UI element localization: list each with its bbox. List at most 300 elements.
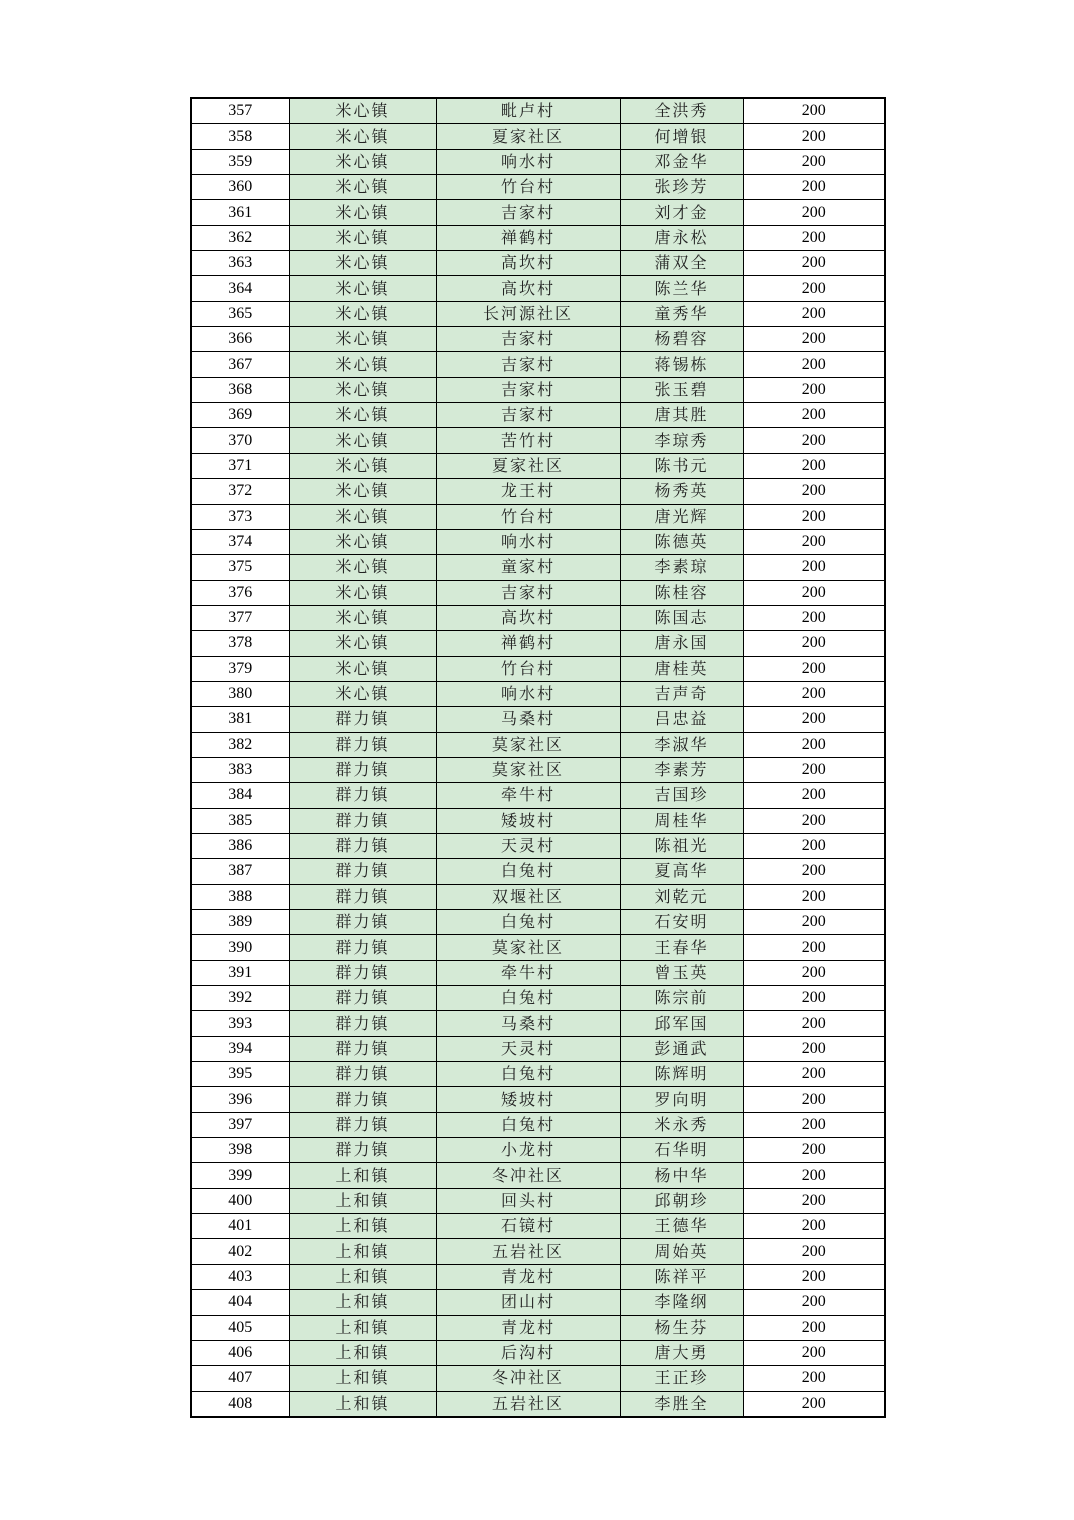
name-cell: 杨中华 [620, 1163, 743, 1188]
row-number-cell: 405 [191, 1315, 289, 1340]
amount-cell: 200 [743, 1340, 885, 1365]
town-cell: 米心镇 [289, 555, 436, 580]
town-cell: 上和镇 [289, 1188, 436, 1213]
table-row [191, 1391, 885, 1417]
town-cell: 上和镇 [289, 1315, 436, 1340]
amount-cell: 200 [743, 859, 885, 884]
table-row [191, 783, 885, 808]
name-cell: 陈祥平 [620, 1264, 743, 1289]
town-cell: 群力镇 [289, 783, 436, 808]
amount-cell: 200 [743, 1112, 885, 1137]
town-cell: 米心镇 [289, 352, 436, 377]
table-row [191, 757, 885, 782]
amount-cell: 200 [743, 124, 885, 149]
town-cell: 群力镇 [289, 757, 436, 782]
town-cell: 米心镇 [289, 149, 436, 174]
name-cell: 邓金华 [620, 149, 743, 174]
name-cell: 唐桂英 [620, 656, 743, 681]
table-row [191, 301, 885, 326]
town-cell: 米心镇 [289, 98, 436, 124]
row-number-cell: 399 [191, 1163, 289, 1188]
amount-cell: 200 [743, 1011, 885, 1036]
village-cell: 后沟村 [436, 1340, 620, 1365]
town-cell: 群力镇 [289, 986, 436, 1011]
amount-cell: 200 [743, 884, 885, 909]
amount-cell: 200 [743, 555, 885, 580]
town-cell: 米心镇 [289, 301, 436, 326]
amount-cell: 200 [743, 327, 885, 352]
table-row [191, 377, 885, 402]
village-cell: 天灵村 [436, 833, 620, 858]
town-cell: 米心镇 [289, 504, 436, 529]
row-number-cell: 360 [191, 175, 289, 200]
name-cell: 夏高华 [620, 859, 743, 884]
town-cell: 米心镇 [289, 605, 436, 630]
village-cell: 白兔村 [436, 986, 620, 1011]
table-row [191, 910, 885, 935]
village-cell: 高坎村 [436, 251, 620, 276]
village-cell: 吉家村 [436, 327, 620, 352]
town-cell: 群力镇 [289, 1112, 436, 1137]
table-row [191, 986, 885, 1011]
name-cell: 李素琼 [620, 555, 743, 580]
row-number-cell: 357 [191, 98, 289, 124]
name-cell: 王正珍 [620, 1366, 743, 1391]
amount-cell: 200 [743, 352, 885, 377]
table-row [191, 1138, 885, 1163]
row-number-cell: 381 [191, 707, 289, 732]
row-number-cell: 404 [191, 1290, 289, 1315]
table-row [191, 479, 885, 504]
town-cell: 米心镇 [289, 276, 436, 301]
table-row [191, 1264, 885, 1289]
town-cell: 群力镇 [289, 833, 436, 858]
amount-cell: 200 [743, 453, 885, 478]
amount-cell: 200 [743, 631, 885, 656]
row-number-cell: 394 [191, 1036, 289, 1061]
row-number-cell: 390 [191, 935, 289, 960]
table-row [191, 732, 885, 757]
village-cell: 五岩社区 [436, 1391, 620, 1417]
subsidy-table [190, 97, 886, 1418]
name-cell: 张珍芳 [620, 175, 743, 200]
village-cell: 冬冲社区 [436, 1366, 620, 1391]
row-number-cell: 385 [191, 808, 289, 833]
table-row [191, 605, 885, 630]
village-cell: 矮坡村 [436, 808, 620, 833]
name-cell: 全洪秀 [620, 98, 743, 124]
village-cell: 五岩社区 [436, 1239, 620, 1264]
name-cell: 邱军国 [620, 1011, 743, 1036]
town-cell: 上和镇 [289, 1340, 436, 1365]
village-cell: 牵牛村 [436, 960, 620, 985]
row-number-cell: 371 [191, 453, 289, 478]
row-number-cell: 387 [191, 859, 289, 884]
name-cell: 陈德英 [620, 529, 743, 554]
town-cell: 群力镇 [289, 935, 436, 960]
village-cell: 莫家社区 [436, 732, 620, 757]
village-cell: 吉家村 [436, 403, 620, 428]
amount-cell: 200 [743, 251, 885, 276]
table-row [191, 1239, 885, 1264]
amount-cell: 200 [743, 1087, 885, 1112]
table-row [191, 403, 885, 428]
name-cell: 李淑华 [620, 732, 743, 757]
table-row [191, 859, 885, 884]
village-cell: 高坎村 [436, 605, 620, 630]
row-number-cell: 375 [191, 555, 289, 580]
row-number-cell: 378 [191, 631, 289, 656]
village-cell: 莫家社区 [436, 935, 620, 960]
town-cell: 群力镇 [289, 732, 436, 757]
row-number-cell: 395 [191, 1062, 289, 1087]
row-number-cell: 358 [191, 124, 289, 149]
name-cell: 李素芳 [620, 757, 743, 782]
row-number-cell: 391 [191, 960, 289, 985]
village-cell: 响水村 [436, 681, 620, 706]
table-row [191, 656, 885, 681]
table-row [191, 1188, 885, 1213]
table-row [191, 960, 885, 985]
town-cell: 上和镇 [289, 1163, 436, 1188]
town-cell: 群力镇 [289, 1138, 436, 1163]
town-cell: 群力镇 [289, 884, 436, 909]
table-row [191, 529, 885, 554]
amount-cell: 200 [743, 98, 885, 124]
amount-cell: 200 [743, 986, 885, 1011]
village-cell: 夏家社区 [436, 453, 620, 478]
town-cell: 群力镇 [289, 808, 436, 833]
row-number-cell: 380 [191, 681, 289, 706]
amount-cell: 200 [743, 1315, 885, 1340]
name-cell: 李琼秀 [620, 428, 743, 453]
name-cell: 唐永国 [620, 631, 743, 656]
table-row [191, 555, 885, 580]
town-cell: 群力镇 [289, 1087, 436, 1112]
row-number-cell: 407 [191, 1366, 289, 1391]
village-cell: 夏家社区 [436, 124, 620, 149]
village-cell: 矮坡村 [436, 1087, 620, 1112]
table-row [191, 504, 885, 529]
amount-cell: 200 [743, 732, 885, 757]
town-cell: 米心镇 [289, 403, 436, 428]
village-cell: 响水村 [436, 149, 620, 174]
town-cell: 群力镇 [289, 707, 436, 732]
village-cell: 白兔村 [436, 910, 620, 935]
table-row [191, 1340, 885, 1365]
town-cell: 米心镇 [289, 631, 436, 656]
table-row [191, 98, 885, 124]
amount-cell: 200 [743, 605, 885, 630]
village-cell: 白兔村 [436, 1062, 620, 1087]
town-cell: 米心镇 [289, 377, 436, 402]
amount-cell: 200 [743, 656, 885, 681]
town-cell: 米心镇 [289, 479, 436, 504]
table-row [191, 225, 885, 250]
village-cell: 禅鹤村 [436, 225, 620, 250]
row-number-cell: 383 [191, 757, 289, 782]
name-cell: 陈辉明 [620, 1062, 743, 1087]
amount-cell: 200 [743, 681, 885, 706]
amount-cell: 200 [743, 225, 885, 250]
town-cell: 群力镇 [289, 1062, 436, 1087]
town-cell: 米心镇 [289, 175, 436, 200]
name-cell: 李隆纲 [620, 1290, 743, 1315]
name-cell: 陈兰华 [620, 276, 743, 301]
amount-cell: 200 [743, 960, 885, 985]
amount-cell: 200 [743, 783, 885, 808]
table-row [191, 149, 885, 174]
name-cell: 曾玉英 [620, 960, 743, 985]
name-cell: 杨碧容 [620, 327, 743, 352]
name-cell: 王德华 [620, 1214, 743, 1239]
row-number-cell: 396 [191, 1087, 289, 1112]
village-cell: 青龙村 [436, 1264, 620, 1289]
row-number-cell: 379 [191, 656, 289, 681]
row-number-cell: 406 [191, 1340, 289, 1365]
table-row [191, 935, 885, 960]
village-cell: 竹台村 [436, 656, 620, 681]
amount-cell: 200 [743, 200, 885, 225]
village-cell: 青龙村 [436, 1315, 620, 1340]
amount-cell: 200 [743, 1138, 885, 1163]
row-number-cell: 402 [191, 1239, 289, 1264]
table-row [191, 175, 885, 200]
row-number-cell: 372 [191, 479, 289, 504]
name-cell: 米永秀 [620, 1112, 743, 1137]
name-cell: 陈书元 [620, 453, 743, 478]
amount-cell: 200 [743, 276, 885, 301]
table-row [191, 1366, 885, 1391]
town-cell: 群力镇 [289, 859, 436, 884]
town-cell: 上和镇 [289, 1214, 436, 1239]
table-row [191, 1163, 885, 1188]
row-number-cell: 373 [191, 504, 289, 529]
row-number-cell: 393 [191, 1011, 289, 1036]
row-number-cell: 366 [191, 327, 289, 352]
row-number-cell: 376 [191, 580, 289, 605]
village-cell: 回头村 [436, 1188, 620, 1213]
table-body [191, 98, 885, 1417]
town-cell: 米心镇 [289, 225, 436, 250]
town-cell: 群力镇 [289, 910, 436, 935]
amount-cell: 200 [743, 707, 885, 732]
village-cell: 冬冲社区 [436, 1163, 620, 1188]
amount-cell: 200 [743, 377, 885, 402]
amount-cell: 200 [743, 504, 885, 529]
town-cell: 米心镇 [289, 453, 436, 478]
village-cell: 龙王村 [436, 479, 620, 504]
village-cell: 高坎村 [436, 276, 620, 301]
table-row [191, 1062, 885, 1087]
town-cell: 群力镇 [289, 1011, 436, 1036]
village-cell: 莫家社区 [436, 757, 620, 782]
amount-cell: 200 [743, 1188, 885, 1213]
name-cell: 石华明 [620, 1138, 743, 1163]
amount-cell: 200 [743, 833, 885, 858]
table-row [191, 1315, 885, 1340]
row-number-cell: 382 [191, 732, 289, 757]
village-cell: 竹台村 [436, 504, 620, 529]
name-cell: 彭通武 [620, 1036, 743, 1061]
amount-cell: 200 [743, 1264, 885, 1289]
row-number-cell: 363 [191, 251, 289, 276]
table-row [191, 1290, 885, 1315]
table-row [191, 833, 885, 858]
row-number-cell: 398 [191, 1138, 289, 1163]
village-cell: 吉家村 [436, 352, 620, 377]
row-number-cell: 370 [191, 428, 289, 453]
amount-cell: 200 [743, 910, 885, 935]
row-number-cell: 374 [191, 529, 289, 554]
town-cell: 米心镇 [289, 327, 436, 352]
amount-cell: 200 [743, 1163, 885, 1188]
name-cell: 唐其胜 [620, 403, 743, 428]
table-row [191, 352, 885, 377]
amount-cell: 200 [743, 1366, 885, 1391]
table-row [191, 884, 885, 909]
name-cell: 唐光辉 [620, 504, 743, 529]
town-cell: 上和镇 [289, 1290, 436, 1315]
amount-cell: 200 [743, 149, 885, 174]
row-number-cell: 389 [191, 910, 289, 935]
village-cell: 吉家村 [436, 377, 620, 402]
town-cell: 上和镇 [289, 1239, 436, 1264]
name-cell: 陈国志 [620, 605, 743, 630]
table-row [191, 251, 885, 276]
name-cell: 蒲双全 [620, 251, 743, 276]
table-row [191, 1011, 885, 1036]
town-cell: 米心镇 [289, 428, 436, 453]
row-number-cell: 364 [191, 276, 289, 301]
amount-cell: 200 [743, 403, 885, 428]
town-cell: 群力镇 [289, 960, 436, 985]
amount-cell: 200 [743, 175, 885, 200]
town-cell: 上和镇 [289, 1264, 436, 1289]
amount-cell: 200 [743, 1391, 885, 1417]
name-cell: 唐大勇 [620, 1340, 743, 1365]
table-row [191, 1112, 885, 1137]
village-cell: 吉家村 [436, 200, 620, 225]
town-cell: 上和镇 [289, 1366, 436, 1391]
name-cell: 周桂华 [620, 808, 743, 833]
row-number-cell: 367 [191, 352, 289, 377]
table-row [191, 580, 885, 605]
village-cell: 白兔村 [436, 859, 620, 884]
amount-cell: 200 [743, 301, 885, 326]
table-row [191, 428, 885, 453]
village-cell: 团山村 [436, 1290, 620, 1315]
village-cell: 小龙村 [436, 1138, 620, 1163]
town-cell: 米心镇 [289, 580, 436, 605]
table-row [191, 200, 885, 225]
amount-cell: 200 [743, 935, 885, 960]
village-cell: 长河源社区 [436, 301, 620, 326]
row-number-cell: 397 [191, 1112, 289, 1137]
name-cell: 邱朝珍 [620, 1188, 743, 1213]
village-cell: 童家村 [436, 555, 620, 580]
village-cell: 禅鹤村 [436, 631, 620, 656]
row-number-cell: 386 [191, 833, 289, 858]
town-cell: 米心镇 [289, 529, 436, 554]
name-cell: 张玉碧 [620, 377, 743, 402]
table-row [191, 327, 885, 352]
name-cell: 杨秀英 [620, 479, 743, 504]
name-cell: 唐永松 [620, 225, 743, 250]
village-cell: 白兔村 [436, 1112, 620, 1137]
village-cell: 马桑村 [436, 1011, 620, 1036]
village-cell: 天灵村 [436, 1036, 620, 1061]
name-cell: 罗向明 [620, 1087, 743, 1112]
amount-cell: 200 [743, 1214, 885, 1239]
amount-cell: 200 [743, 428, 885, 453]
village-cell: 石镜村 [436, 1214, 620, 1239]
town-cell: 米心镇 [289, 251, 436, 276]
table-row [191, 1036, 885, 1061]
amount-cell: 200 [743, 1290, 885, 1315]
table-row [191, 1087, 885, 1112]
table-row [191, 808, 885, 833]
amount-cell: 200 [743, 757, 885, 782]
table-row [191, 276, 885, 301]
name-cell: 杨生芬 [620, 1315, 743, 1340]
village-cell: 毗卢村 [436, 98, 620, 124]
town-cell: 米心镇 [289, 124, 436, 149]
village-cell: 吉家村 [436, 580, 620, 605]
name-cell: 吉声奇 [620, 681, 743, 706]
table-row [191, 453, 885, 478]
row-number-cell: 368 [191, 377, 289, 402]
table-row [191, 681, 885, 706]
name-cell: 陈祖光 [620, 833, 743, 858]
name-cell: 陈桂容 [620, 580, 743, 605]
name-cell: 刘乾元 [620, 884, 743, 909]
amount-cell: 200 [743, 1036, 885, 1061]
village-cell: 苦竹村 [436, 428, 620, 453]
row-number-cell: 369 [191, 403, 289, 428]
name-cell: 王春华 [620, 935, 743, 960]
amount-cell: 200 [743, 479, 885, 504]
name-cell: 蒋锡栋 [620, 352, 743, 377]
town-cell: 群力镇 [289, 1036, 436, 1061]
name-cell: 石安明 [620, 910, 743, 935]
village-cell: 马桑村 [436, 707, 620, 732]
row-number-cell: 401 [191, 1214, 289, 1239]
name-cell: 陈宗前 [620, 986, 743, 1011]
name-cell: 何增银 [620, 124, 743, 149]
row-number-cell: 408 [191, 1391, 289, 1417]
amount-cell: 200 [743, 529, 885, 554]
name-cell: 周始英 [620, 1239, 743, 1264]
row-number-cell: 361 [191, 200, 289, 225]
row-number-cell: 362 [191, 225, 289, 250]
name-cell: 童秀华 [620, 301, 743, 326]
table-row [191, 707, 885, 732]
row-number-cell: 365 [191, 301, 289, 326]
amount-cell: 200 [743, 1062, 885, 1087]
name-cell: 李胜全 [620, 1391, 743, 1417]
row-number-cell: 392 [191, 986, 289, 1011]
amount-cell: 200 [743, 808, 885, 833]
village-cell: 牵牛村 [436, 783, 620, 808]
name-cell: 吕忠益 [620, 707, 743, 732]
row-number-cell: 384 [191, 783, 289, 808]
table-row [191, 631, 885, 656]
town-cell: 米心镇 [289, 656, 436, 681]
village-cell: 双堰社区 [436, 884, 620, 909]
village-cell: 响水村 [436, 529, 620, 554]
row-number-cell: 359 [191, 149, 289, 174]
